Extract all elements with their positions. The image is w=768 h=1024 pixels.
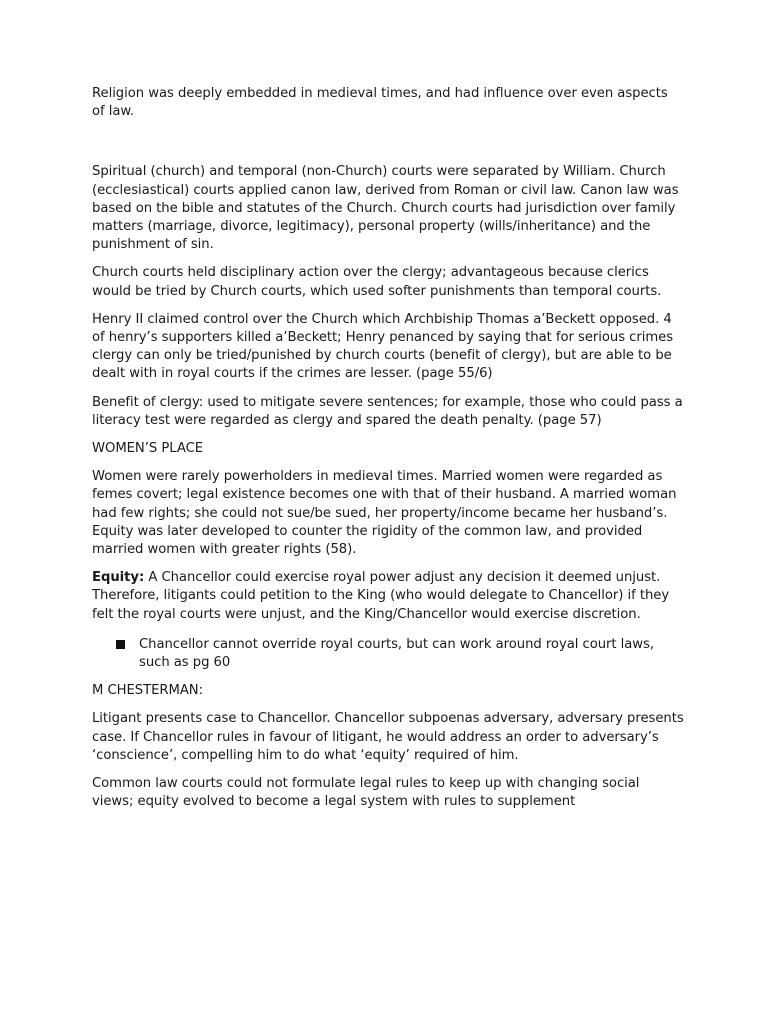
paragraph-women: Women were rarely powerholders in medieval times. Married women were regarded as femes covert; legal existence becomes one with that of their husband. A married woman had few rights; she could not sue/be sued, her property/income became her husband’s. Equity was later developed to counter the rigidity of the common law, and provided married women with greater rights (58). (92, 469, 677, 558)
equity-text: A Chancellor could exercise royal power adjust any decision it deemed unjust. Therefore, litigants could petition to the King (who would delegate to Chancellor) if they felt the royal courts were unjust, and the King/Chancellor would exercise discretion. (92, 570, 670, 622)
square-bullet-icon (116, 640, 125, 649)
document-page (92, 85, 684, 822)
paragraph-courts: Spiritual (church) and temporal (non-Church) courts were separated by William. Church (ecclesiastical) courts applied canon law, derived from Roman or civil law. Canon law was based on the bible and statutes of the Church. Church courts had jurisdiction over family matters (marriage, divorce, legitimacy), personal property (wills/inheritance) and the punishment of sin. (92, 164, 679, 253)
paragraph-henry-ii: Henry II claimed control over the Church which Archbiship Thomas a’Beckett opposed. 4 of henry’s supporters killed a’Beckett; Henry penanced by saying that for serious crimes clergy can only be tried/punished by church courts (benefit of clergy), but are able to be dealt with in royal courts if the crimes are lesser. (page 55/6) (92, 311, 674, 382)
bullet-text: Chancellor cannot override royal courts, but can work around royal court laws, such as pg 60 (139, 636, 654, 671)
paragraph-litigant: Litigant presents case to Chancellor. Chancellor subpoenas adversary, adversary presents case. If Chancellor rules in favour of litigant, he would address an order to adversary’s ‘conscience’, compelling him to do what ‘equity’ required of him. (92, 711, 684, 763)
heading-chesterman: M CHESTERMAN: (92, 683, 204, 699)
paragraph-equity (92, 569, 684, 624)
heading-womens-place: WOMEN’S PLACE (92, 441, 204, 457)
paragraph-religion: Religion was deeply embedded in medieval times, and had influence over even aspects of law. (92, 86, 668, 120)
spacer (92, 131, 684, 163)
bullet-list-item (92, 636, 684, 672)
equity-label: Equity: (92, 570, 145, 586)
paragraph-common-law: Common law courts could not formulate legal rules to keep up with changing social views; equity evolved to become a legal system with rules to supplement (92, 776, 640, 810)
paragraph-clergy-discipline: Church courts held disciplinary action over the clergy; advantageous because clerics would be tried by Church courts, which used softer punishments than temporal courts. (92, 265, 662, 299)
paragraph-benefit-of-clergy: Benefit of clergy: used to mitigate severe sentences; for example, those who could pass a literacy test were regarded as clergy and spared the death penalty. (page 57) (92, 394, 683, 428)
